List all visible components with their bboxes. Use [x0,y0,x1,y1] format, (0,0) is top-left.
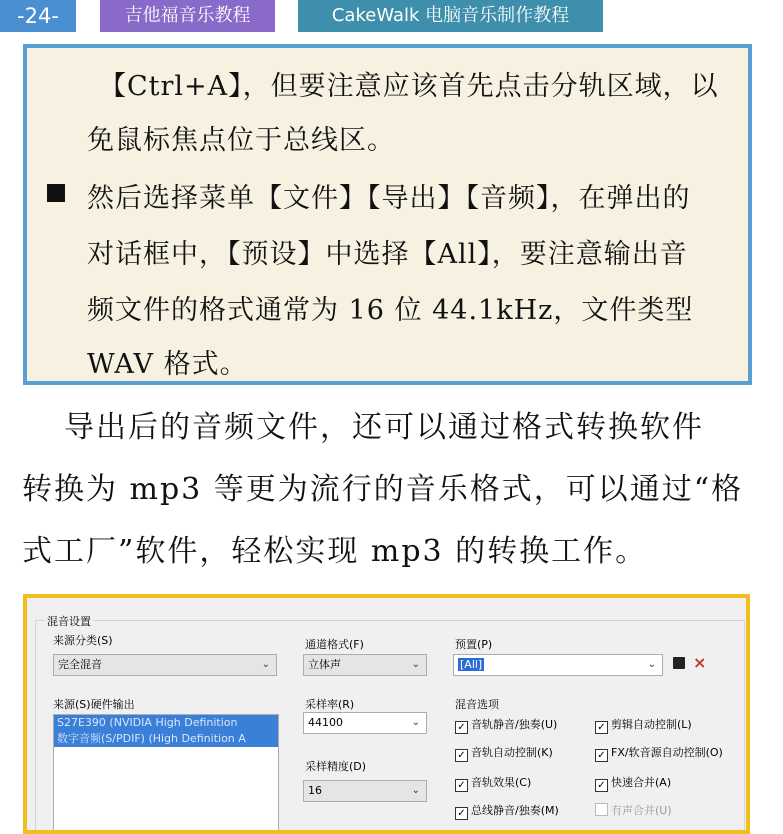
preset-label: 预置(P) [455,638,493,651]
delete-preset-icon[interactable]: × [693,653,707,672]
preset-select[interactable] [453,654,663,676]
checkbox-checked-icon: ✓ [595,749,608,762]
chevron-down-icon: ⌄ [261,659,270,670]
option-label: 有声合并(U) [611,804,672,817]
preset-value: [All] [460,658,483,671]
note-line-5: 频文件的格式通常为 16 位 44.1kHz，文件类型 [87,295,694,326]
bullet-square-icon [47,184,65,202]
save-preset-icon[interactable] [673,657,685,669]
option-track-mute-solo[interactable] [455,716,557,734]
sample-rate-select[interactable] [303,712,427,734]
sample-rate-value: 44100 [308,716,343,729]
option-audible-bounce[interactable] [595,802,672,818]
note-line-1: 【Ctrl+A】，但要注意应该首先点击分轨区域，以 [99,71,719,102]
option-track-fx[interactable] [455,774,531,792]
bit-depth-select[interactable] [303,780,427,802]
option-clip-automation[interactable] [595,716,692,734]
channel-format-select[interactable] [303,654,427,676]
sources-label: 来源(S)硬件输出 [53,698,135,711]
note-line-6: WAV 格式。 [87,349,248,380]
checkbox-checked-icon: ✓ [455,721,468,734]
sources-listbox[interactable] [53,714,279,834]
option-label: 快速合并(A) [611,776,672,789]
body-line-2: 转换为 mp3 等更为流行的音乐格式，可以通过“格 [22,472,744,507]
option-fx-synth-automation[interactable] [595,744,723,762]
option-track-automation[interactable] [455,744,553,762]
checkbox-unchecked-icon [595,803,608,816]
option-label: 总线静音/独奏(M) [471,804,559,817]
option-label: 音轨效果(C) [471,776,532,789]
series-tag: 吉他福音乐教程 [100,0,275,32]
note-line-3: 然后选择菜单【文件】【导出】【音频】，在弹出的 [87,183,691,214]
mix-settings-dialog-screenshot [23,594,750,834]
option-label: 剪辑自动控制(L) [611,718,692,731]
body-line-3: 式工厂”软件，轻松实现 mp3 的转换工作。 [22,534,648,569]
page-header [0,0,783,34]
book-title-tag: CakeWalk 电脑音乐制作教程 [298,0,603,32]
source-category-value: 完全混音 [58,658,102,671]
checkbox-checked-icon: ✓ [455,807,468,820]
chevron-down-icon: ⌄ [411,785,420,796]
channel-format-value: 立体声 [308,658,341,671]
checkbox-checked-icon: ✓ [455,749,468,762]
source-category-label: 来源分类(S) [53,634,113,647]
mix-settings-title: 混音设置 [47,615,91,628]
checkbox-checked-icon: ✓ [595,779,608,792]
mix-options-label: 混音选项 [455,698,499,711]
channel-format-label: 通道格式(F) [305,638,364,651]
sample-rate-label: 采样率(R) [305,698,355,711]
bit-depth-value: 16 [308,784,322,797]
checkbox-checked-icon: ✓ [455,779,468,792]
page-number: -24- [0,0,76,32]
checkbox-checked-icon: ✓ [595,721,608,734]
source-item-2[interactable]: 数字音频(S/PDIF) (High Definition A [54,731,278,747]
option-label: 音轨自动控制(K) [471,746,553,759]
option-bus-mute-solo[interactable] [455,802,559,820]
option-label: FX/软音源自动控制(O) [611,746,723,759]
note-line-4: 对话框中，【预设】中选择【All】，要注意输出音 [87,239,688,270]
chevron-down-icon: ⌄ [647,659,656,670]
chevron-down-icon: ⌄ [411,659,420,670]
source-item-1[interactable]: S27E390 (NVIDIA High Definition [54,715,278,731]
source-category-select[interactable] [53,654,277,676]
bit-depth-label: 采样精度(D) [305,760,367,773]
body-line-1: 导出后的音频文件，还可以通过格式转换软件 [64,410,704,445]
instruction-note-box [23,44,752,385]
note-line-2: 免鼠标焦点位于总线区。 [87,125,395,156]
option-fast-bounce[interactable] [595,774,671,792]
chevron-down-icon: ⌄ [411,717,420,728]
option-label: 音轨静音/独奏(U) [471,718,558,731]
